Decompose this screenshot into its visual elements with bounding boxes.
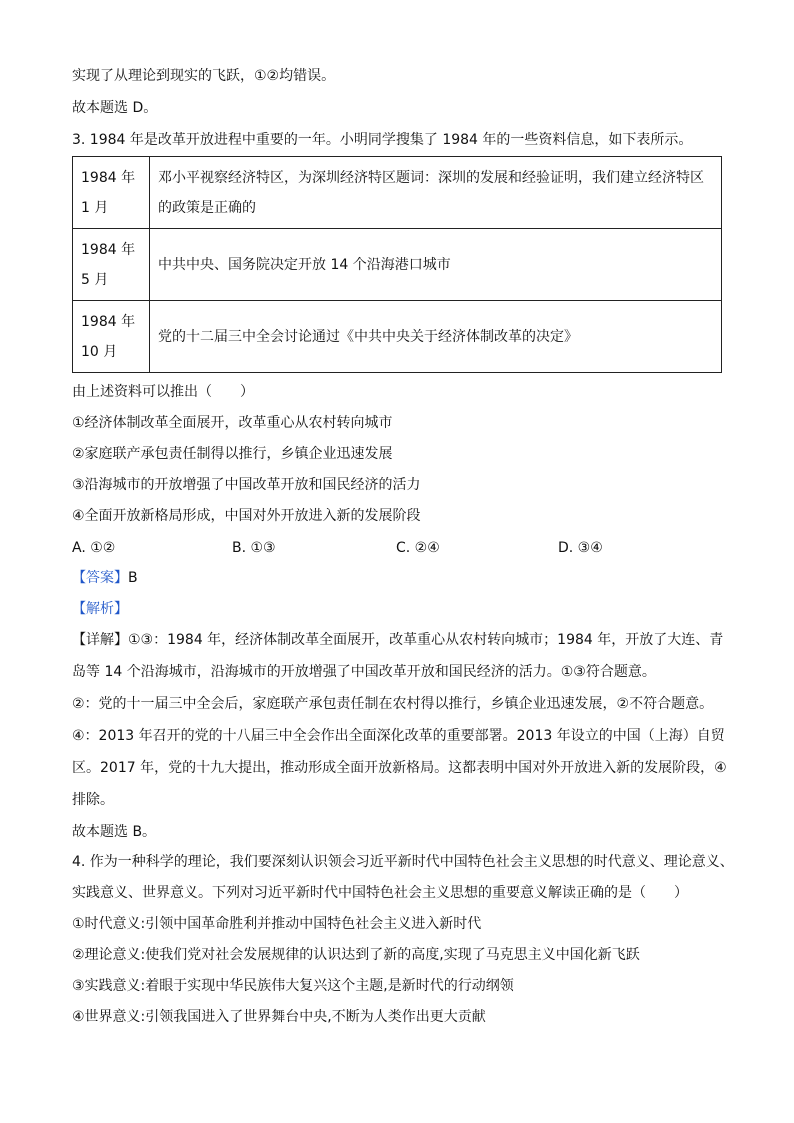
q3-option-b: B. ①③ (232, 540, 276, 556)
q4-item: ③实践意义:着眼于实现中华民族伟大复兴这个主题,是新时代的行动纲领 (72, 978, 514, 994)
q3-stem: 3. 1984 年是改革开放进程中重要的一年。小明同学搜集了 1984 年的一些资料信息，如下表所示。 (72, 132, 693, 148)
table-cell-date: 1984 年 5 月 (73, 229, 150, 301)
analysis-label: 【解析】 (72, 601, 128, 617)
detail-line: 排除。 (72, 792, 114, 808)
q3-item: ④全面开放新格局形成，中国对外开放进入新的发展阶段 (72, 508, 421, 524)
q3-item: ③沿海城市的开放增强了中国改革开放和国民经济的活力 (72, 477, 421, 493)
table-cell-date: 1984 年 1 月 (73, 157, 150, 229)
detail-line: ②：党的十一届三中全会后，家庭联产承包责任制在农村得以推行，乡镇企业迅速发展，②不符合题意。 (72, 696, 714, 712)
q4-item: ①时代意义:引领中国革命胜利并推动中国特色社会主义进入新时代 (72, 916, 482, 932)
q4-item: ④世界意义:引领我国进入了世界舞台中央,不断为人类作出更大贡献 (72, 1009, 486, 1025)
q3-prompt: 由上述资料可以推出（ ） (72, 384, 254, 400)
answer-value: B (128, 570, 138, 586)
table-cell-date: 1984 年 10 月 (73, 301, 150, 373)
q3-conclusion: 故本题选 B。 (72, 824, 157, 840)
q4-stem: 4. 作为一种科学的理论，我们要深刻认识领会习近平新时代中国特色社会主义思想的时代意义、理论意义、 (72, 854, 734, 870)
q4-item: ②理论意义:使我们党对社会发展规律的认识达到了新的高度,实现了马克思主义中国化新飞跃 (72, 947, 640, 963)
detail-line: ④：2013 年召开的党的十八届三中全会作出全面深化改革的重要部署。2013 年设立的中国（上海）自贸 (72, 728, 725, 744)
q3-answer (72, 568, 138, 588)
table-row (73, 157, 722, 229)
q3-option-a: A. ①② (72, 540, 116, 556)
q3-option-d: D. ③④ (558, 540, 603, 556)
detail-line: 区。2017 年，党的十九大提出，推动形成全面开放新格局。这都表明中国对外开放进入新的发展阶段，④ (72, 760, 727, 776)
q3-option-c: C. ②④ (396, 540, 440, 556)
table-cell-event: 中共中央、国务院决定开放 14 个沿海港口城市 (150, 229, 722, 301)
table-cell-event: 党的十二届三中全会讨论通过《中共中央关于经济体制改革的决定》 (150, 301, 722, 373)
q3-data-table (72, 156, 722, 373)
q4-stem: 实践意义、世界意义。下列对习近平新时代中国特色社会主义思想的重要意义解读正确的是（ ） (72, 885, 688, 901)
table-row (73, 301, 722, 373)
detail-label: 【详解】 (72, 632, 128, 648)
detail-line: 【详解】①③：1984 年，经济体制改革全面展开，改革重心从农村转向城市；1984 年，开放了大连、青 (72, 632, 724, 648)
q3-item: ②家庭联产承包责任制得以推行，乡镇企业迅速发展 (72, 446, 393, 462)
prev-answer-line: 实现了从理论到现实的飞跃，①②均错误。 (72, 68, 336, 84)
prev-conclusion: 故本题选 D。 (72, 100, 158, 116)
table-row (73, 229, 722, 301)
table-cell-event: 邓小平视察经济特区，为深圳经济特区题词：深圳的发展和经验证明，我们建立经济特区的政策是正确的 (150, 157, 722, 229)
q3-item: ①经济体制改革全面展开，改革重心从农村转向城市 (72, 415, 393, 431)
detail-line: 岛等 14 个沿海城市，沿海城市的开放增强了中国改革开放和国民经济的活力。①③符合题意。 (72, 664, 656, 680)
answer-label: 【答案】 (72, 570, 128, 586)
